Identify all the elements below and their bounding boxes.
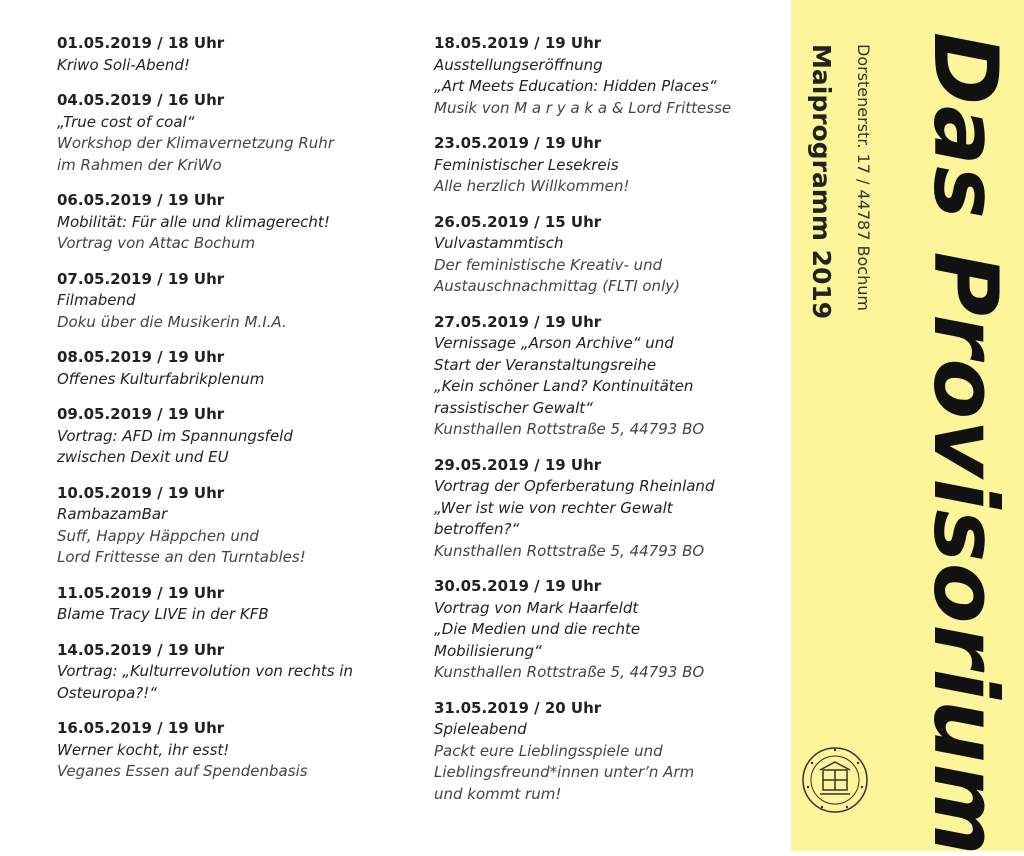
event-title: Werner kocht, ihr esst!: [57, 740, 230, 759]
event-title: Kriwo Soli-Abend!: [57, 55, 190, 74]
event-entry: [57, 33, 417, 76]
event-date: 14.05.2019 / 19 Uhr: [57, 640, 225, 659]
event-title: „Kein schöner Land? Kontinuitäten: [434, 377, 694, 395]
event-title: Mobilität: Für alle und klimagerecht!: [57, 212, 330, 231]
event-detail: Suff, Happy Häppchen und: [57, 526, 259, 545]
event-title: Ausstellungseröffnung: [434, 55, 603, 74]
event-date: 31.05.2019 / 20 Uhr: [434, 698, 602, 717]
event-date: 09.05.2019 / 19 Uhr: [57, 405, 225, 423]
event-title: Vortrag der Opferberatung Rheinland: [434, 477, 715, 495]
event-date: 23.05.2019 / 19 Uhr: [434, 134, 602, 152]
event-entry: [57, 269, 417, 334]
event-title: Offenes Kulturfabrikplenum: [57, 369, 265, 388]
event-location: Kunsthallen Rottstraße 5, 44793 BO: [434, 663, 705, 681]
event-detail: Doku über die Musikerin M.I.A.: [57, 312, 287, 331]
event-title: „Wer ist wie von rechter Gewalt: [434, 498, 673, 517]
event-entry: [434, 698, 779, 806]
event-detail: und kommt rum!: [434, 784, 562, 803]
event-title: „Art Meets Education: Hidden Places“: [434, 77, 717, 95]
event-title: Spieleabend: [434, 720, 527, 738]
event-detail: im Rahmen der KriWo: [57, 155, 222, 174]
event-title: betroffen?“: [434, 520, 520, 538]
event-title: Vernissage „Arson Archive“ und: [434, 334, 674, 352]
event-title: Feministischer Lesekreis: [434, 155, 619, 174]
events-column-right: [434, 33, 779, 819]
event-title: Start der Veranstaltungsreihe: [434, 355, 657, 374]
event-detail: Austauschnachmittag (FLTI only): [434, 277, 680, 295]
event-date: 26.05.2019 / 15 Uhr: [434, 212, 602, 231]
event-date: 11.05.2019 / 19 Uhr: [57, 583, 225, 602]
event-entry: [434, 133, 779, 198]
event-title: Vulvastammtisch: [434, 234, 564, 252]
event-date: 30.05.2019 / 19 Uhr: [434, 577, 602, 595]
event-title: „Die Medien und die rechte: [434, 620, 641, 638]
event-date: 29.05.2019 / 19 Uhr: [434, 455, 602, 474]
event-date: 01.05.2019 / 18 Uhr: [57, 34, 225, 52]
event-entry: [57, 583, 417, 626]
brand-title: Das Provisorium: [914, 32, 1017, 856]
events-column-left: [57, 33, 417, 797]
event-detail: Veganes Essen auf Spendenbasis: [57, 762, 308, 780]
event-entry: [57, 640, 417, 705]
event-detail: Lord Frittesse an den Turntables!: [57, 548, 306, 566]
event-title: Blame Tracy LIVE in der KFB: [57, 605, 269, 623]
event-detail: Der feministische Kreativ- und: [434, 255, 663, 274]
event-date: 08.05.2019 / 19 Uhr: [57, 348, 225, 366]
event-title: Vortrag von Mark Haarfeldt: [434, 598, 639, 617]
event-date: 27.05.2019 / 19 Uhr: [434, 312, 602, 331]
event-date: 10.05.2019 / 19 Uhr: [57, 483, 225, 502]
event-date: 16.05.2019 / 19 Uhr: [57, 719, 225, 737]
event-entry: [434, 312, 779, 441]
event-entry: [434, 33, 779, 119]
event-date: 04.05.2019 / 16 Uhr: [57, 91, 225, 109]
event-location: Kunsthallen Rottstraße 5, 44793 BO: [434, 541, 705, 560]
event-date: 18.05.2019 / 19 Uhr: [434, 34, 602, 52]
event-entry: [57, 347, 417, 390]
event-detail: Musik von M a r y a k a & Lord Frittesse: [434, 98, 732, 117]
event-detail: Vortrag von Attac Bochum: [57, 234, 256, 252]
event-detail: Workshop der Klimavernetzung Ruhr: [57, 134, 334, 152]
event-entry: [57, 90, 417, 176]
program-title: Maiprogramm 2019: [807, 44, 836, 320]
event-title: zwischen Dexit und EU: [57, 448, 229, 466]
venue-address: Dorstenerstr. 17 / 44787 Bochum: [854, 44, 873, 311]
seal-emblem-icon: [800, 745, 870, 815]
event-detail: Alle herzlich Willkommen!: [434, 177, 630, 195]
event-title: Mobilisierung“: [434, 641, 542, 660]
event-entry: [57, 483, 417, 569]
event-detail: Lieblingsfreund*innen unter’n Arm: [434, 763, 695, 781]
event-entry: [57, 718, 417, 783]
event-entry: [434, 576, 779, 684]
event-entry: [434, 212, 779, 298]
event-detail: Packt eure Lieblingsspiele und: [434, 741, 663, 760]
event-date: 06.05.2019 / 19 Uhr: [57, 191, 225, 209]
event-title: rassistischer Gewalt“: [434, 398, 593, 417]
event-entry: [434, 455, 779, 563]
event-location: Kunsthallen Rottstraße 5, 44793 BO: [434, 420, 705, 438]
event-entry: [57, 404, 417, 469]
event-title: Osteuropa?!“: [57, 683, 158, 702]
event-title: Filmabend: [57, 291, 136, 309]
event-title: Vortrag: „Kulturrevolution von rechts in: [57, 662, 353, 680]
event-title: „True cost of coal“: [57, 112, 195, 131]
event-title: RambazamBar: [57, 505, 168, 523]
event-entry: [57, 190, 417, 255]
event-title: Vortrag: AFD im Spannungsfeld: [57, 426, 293, 445]
event-date: 07.05.2019 / 19 Uhr: [57, 269, 225, 288]
